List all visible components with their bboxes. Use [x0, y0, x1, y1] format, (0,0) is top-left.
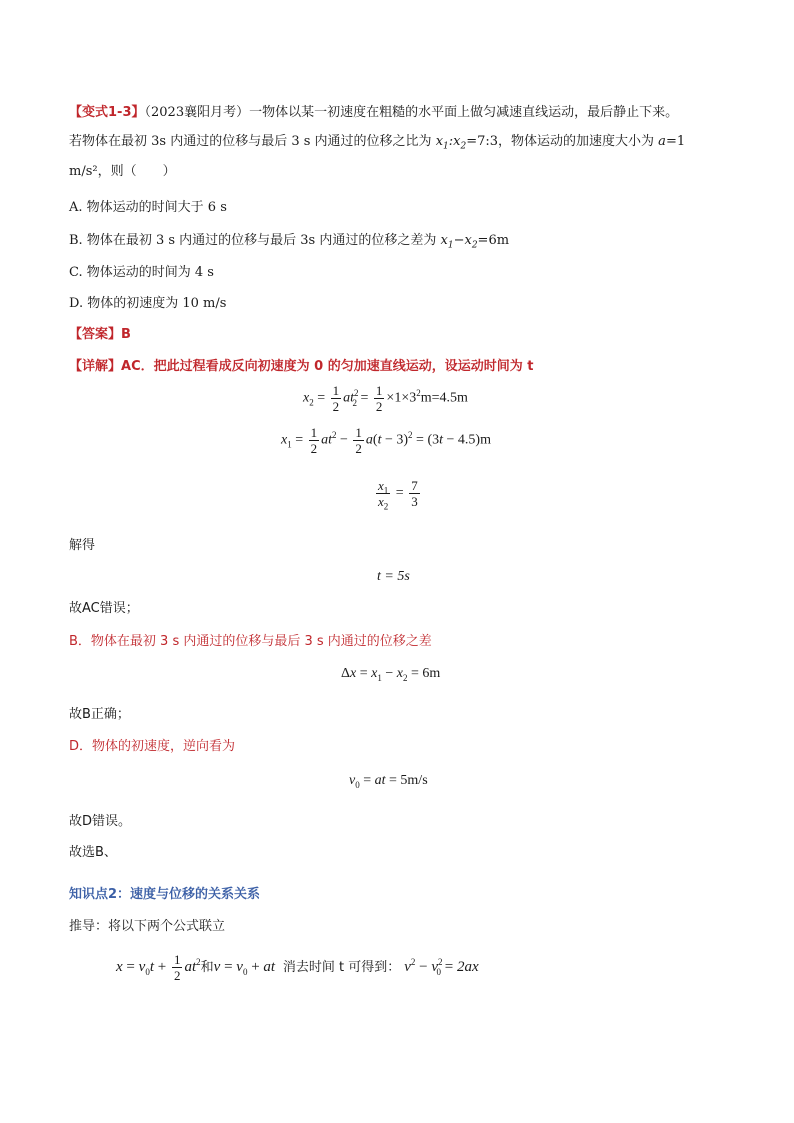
derive-label: 推导：将以下两个公式联立	[69, 919, 226, 934]
detail-intro: AC．把此过程看成反向初速度为 0 的匀加速直线运动，设运动时间为 t	[121, 359, 534, 374]
formula-line: $x = v_0t$ + $\frac{1}{2}$ $at^2$和$v = v_0$ + at 消去时间 t 可得到： $v^2 - v^2_0 = 2ax$	[116, 952, 479, 983]
question-line-2	[69, 134, 685, 150]
question-ratio: =7:3，物体运动的加速度大小为	[466, 134, 659, 149]
option-a	[69, 200, 227, 216]
b-intro: B．物体在最初 3 s 内通过的位移与最后 3 s 内通过的位移之差	[69, 634, 432, 649]
equation-x2: $x_2$ = $\frac{1}{2}$ $at^2_2$ = $\frac{1}{2}$ $\times 1\times 3^2m=4.5m$	[303, 383, 468, 414]
ratio-den: 3	[411, 494, 418, 509]
ac-conclusion: 故AC错误；	[69, 601, 139, 616]
option-c	[69, 265, 214, 281]
eq1-result: =4.5m	[431, 390, 468, 406]
knowledge-title: 知识点2：速度与位移的关系关系	[69, 887, 261, 902]
ratio-symbol: $x_1:x_2$	[435, 134, 467, 152]
solve-label: 解得	[69, 538, 96, 553]
formula-and: 和	[200, 959, 214, 975]
question-stem-1: 一物体以某一初速度在粗糙的水平面上做匀减速直线运动，最后静止下来。	[249, 105, 679, 120]
equation-v0: $v_0$ = at = 5m/s	[349, 773, 428, 790]
question-line-3	[69, 164, 176, 180]
answer-label: 【答案】	[69, 327, 122, 342]
question-accel: =1	[665, 134, 686, 149]
question-stem-2: 若物体在最初 3s 内通过的位移与最后 3 s 内通过的位移之比为	[69, 134, 436, 149]
option-b-value: =6m	[477, 233, 510, 248]
option-a-text: A. 物体运动的时间大于 6 s	[69, 200, 227, 215]
equation-x1: $x_1$ = $\frac{1}{2}$ $at^2$ − $\frac{1}{2}$ $a(t - 3)^2 = (3t - 4.5)m$	[281, 425, 491, 456]
detail-intro-line	[69, 359, 533, 375]
answer-line	[69, 327, 131, 343]
detail-label: 【详解】	[69, 359, 122, 374]
option-b-symbol: $x_1-x_2$	[440, 233, 478, 251]
accel-symbol: a	[658, 134, 666, 149]
option-b	[69, 233, 509, 249]
formula-result: 2ax	[457, 958, 479, 975]
question-line-1	[69, 105, 678, 121]
answer-value: B	[121, 327, 131, 342]
d-intro: D．物体的初速度，逆向看为	[69, 739, 236, 754]
question-source: （2023襄阳月考）	[144, 105, 250, 120]
option-d-text: D. 物体的初速度为 10 m/s	[69, 296, 227, 311]
question-tag: 【变式1-3】	[69, 105, 145, 120]
b-conclusion: 故B正确；	[69, 707, 130, 722]
equation-ratio: $\frac{x_1}{x_2}$ = $\frac{7}{3}$	[378, 478, 418, 512]
v0-value: 5m/s	[400, 773, 428, 788]
option-d	[69, 296, 226, 312]
t-result: t = 5s	[377, 569, 410, 584]
ratio-num: 7	[411, 478, 418, 493]
eq2-unit: m	[480, 432, 491, 448]
question-stem-3: m/s²，则（ ）	[69, 164, 176, 179]
delta-x-value: 6m	[422, 666, 441, 681]
final-choice: 故选B、	[69, 845, 117, 860]
formula-text: 消去时间 t 可得到：	[282, 959, 401, 975]
equation-delta-x: $\Delta x = x_1 - x_2 = 6m$	[341, 666, 441, 683]
option-b-text: B. 物体在最初 3 s 内通过的位移与最后 3s 内通过的位移之差为	[69, 233, 441, 248]
d-conclusion: 故D错误。	[69, 814, 132, 829]
ac-conclusion-line	[69, 601, 139, 617]
option-c-text: C. 物体运动的时间为 4 s	[69, 265, 214, 280]
